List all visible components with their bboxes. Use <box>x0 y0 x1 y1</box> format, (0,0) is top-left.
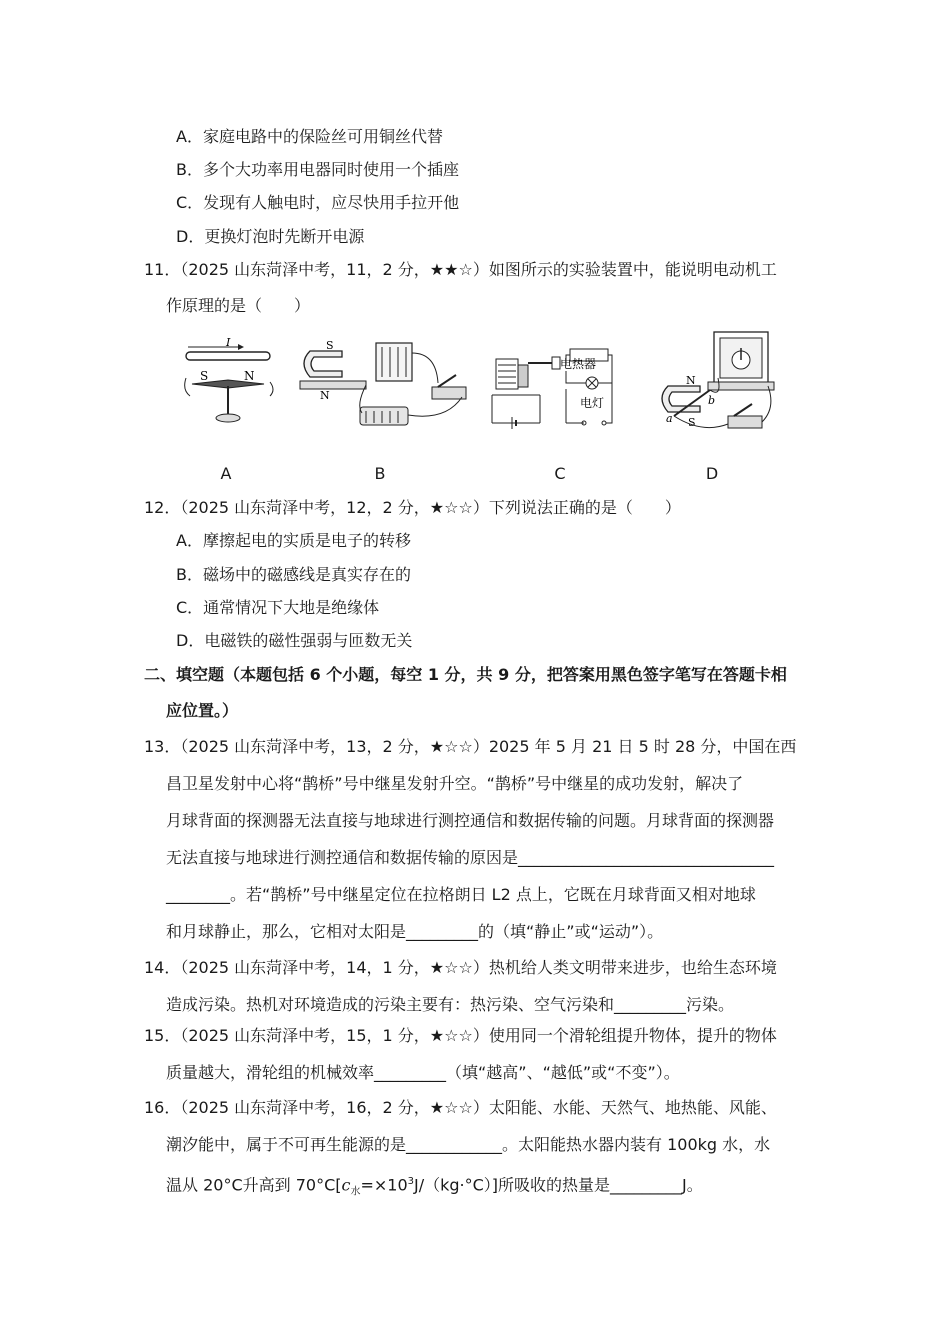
section-2-heading: 二、填空题（本题包括 6 个小题，每空 1 分，共 9 分，把答案用黑色签字笔写在答题卡相 <box>144 665 787 684</box>
q12-option-a: A．摩擦起电的实质是电子的转移 <box>176 531 411 550</box>
q12-stem: 12．（2025 山东菏泽中考，12，2 分，★☆☆）下列说法正确的是（ ） <box>144 498 681 517</box>
rheostat <box>360 407 408 425</box>
q16-line3-part2: =×10 <box>360 1175 408 1195</box>
point-a-label: a <box>666 412 673 425</box>
q13-line4: 无法直接与地球进行测控通信和数据传输的原因是________________________________ <box>166 848 775 867</box>
q14-line1: 14．（2025 山东菏泽中考，14，1 分，★☆☆）热机给人类文明带来进步，也给生态环境 <box>144 958 777 977</box>
figure-a-oersted <box>178 338 278 428</box>
wire-rheostat-switch <box>408 397 462 416</box>
current-label: I <box>226 338 231 349</box>
wire <box>186 352 270 360</box>
q11-stem-line2: 作原理的是（ ） <box>166 296 311 315</box>
q15-line2: 质量越大，滑轮组的机械效率_________（填“越高”、“越低”或“不变”）。 <box>166 1063 680 1082</box>
horseshoe-magnet <box>662 386 700 412</box>
needle-north-label: N <box>244 369 255 383</box>
rotation-arrow-left <box>185 378 190 396</box>
lamp-wire <box>566 371 586 383</box>
magnet-south-label: S <box>688 416 696 429</box>
figure-c-label: C <box>554 464 566 483</box>
load-return-wire <box>606 355 612 423</box>
current-arrowhead <box>238 344 244 350</box>
needle-south-label: S <box>200 369 209 383</box>
q16-line3-part3: J/（kg·°C）]所吸收的热量是_________J。 <box>414 1175 703 1195</box>
contact <box>552 357 560 369</box>
specific-heat-subscript: 水 <box>350 1186 361 1198</box>
q16-line3-part1: 温从 20°C升高到 70°C[ <box>166 1175 342 1195</box>
switch-lever <box>438 375 456 387</box>
q12-option-b: B．磁场中的磁感线是真实存在的 <box>176 565 411 584</box>
q13-line3: 月球背面的探测器无法直接与地球进行测控通信和数据传输的问题。月球背面的探测器 <box>166 811 775 830</box>
galvanometer-base <box>708 382 774 390</box>
figure-d-induction <box>652 328 776 434</box>
q16-line3 <box>166 1171 703 1204</box>
q13-line1: 13．（2025 山东菏泽中考，13，2 分，★☆☆）2025 年 5 月 21 日 5 时 28 分，中国在西 <box>144 737 797 756</box>
q10-option-b: B．多个大功率用电器同时使用一个插座 <box>176 160 459 179</box>
wire-battery-switch <box>412 353 438 383</box>
point-b-label: b <box>708 394 716 407</box>
q12-option-c: C．通常情况下大地是绝缘体 <box>176 598 380 617</box>
switch-base <box>432 387 466 399</box>
wire-switch-galvanometer <box>762 386 771 422</box>
horseshoe-magnet <box>304 351 342 377</box>
magnet-north-label: N <box>686 374 696 387</box>
rotation-arrow-right <box>270 382 273 396</box>
exponent: 3 <box>407 1176 414 1187</box>
q16-line2: 潮汐能中，属于不可再生能源的是____________。太阳能热水器内装有 100kg 水，水 <box>166 1135 771 1154</box>
q11-stem-line1: 11．（2025 山东菏泽中考，11，2 分，★★☆）如图所示的实验装置中，能说明电动机工 <box>144 260 777 279</box>
rail-base <box>300 381 366 389</box>
battery-box <box>376 343 412 381</box>
q10-option-d: D．更换灯泡时先断开电源 <box>176 227 365 246</box>
wire-a-switch <box>674 416 728 428</box>
figure-b-label: B <box>374 464 386 483</box>
figure-b-motor-setup <box>296 333 472 433</box>
figure-d-label: D <box>705 464 719 483</box>
switch-base <box>728 416 762 428</box>
figure-a-label: A <box>220 464 232 483</box>
magnet-south-label: S <box>326 339 334 352</box>
terminal-2 <box>602 421 606 425</box>
lamp-label: 电灯 <box>580 396 605 410</box>
q10-option-c: C．发现有人触电时，应尽快用手拉开他 <box>176 193 460 212</box>
q15-line1: 15．（2025 山东菏泽中考，15，1 分，★☆☆）使用同一个滑轮组提升物体，提升的物体 <box>144 1026 777 1045</box>
heater-label: 电热器 <box>560 357 597 371</box>
switch-lever <box>734 404 752 416</box>
q16-line1: 16．（2025 山东菏泽中考，16，2 分，★☆☆）太阳能、水能、天然气、地热能、风能、 <box>144 1098 777 1117</box>
q12-option-d: D．电磁铁的磁性强弱与匝数无关 <box>176 631 413 650</box>
iron-core <box>518 365 528 387</box>
figure-c-relay-circuit <box>488 345 616 431</box>
section-2-heading-cont: 应位置。） <box>166 701 239 720</box>
q13-line2: 昌卫星发射中心将“鹊桥”号中继星发射升空。“鹊桥”号中继星的成功发射，解决了 <box>166 774 744 793</box>
specific-heat-symbol: c <box>341 1175 351 1195</box>
q10-option-a: A．家庭电路中的保险丝可用铜丝代替 <box>176 127 443 146</box>
coil-frame <box>496 359 518 389</box>
q13-line6: 和月球静止，那么，它相对太阳是_________的（填“静止”或“运动”）。 <box>166 922 664 941</box>
magnet-north-label: N <box>320 389 330 402</box>
q13-line5: ________。若“鹊桥”号中继星定位在拉格朗日 L2 点上，它既在月球背面又相对地球 <box>166 885 756 904</box>
q14-line2: 造成污染。热机对环境造成的污染主要有：热污染、空气污染和_________污染。 <box>166 995 735 1014</box>
stand-base <box>216 414 240 422</box>
